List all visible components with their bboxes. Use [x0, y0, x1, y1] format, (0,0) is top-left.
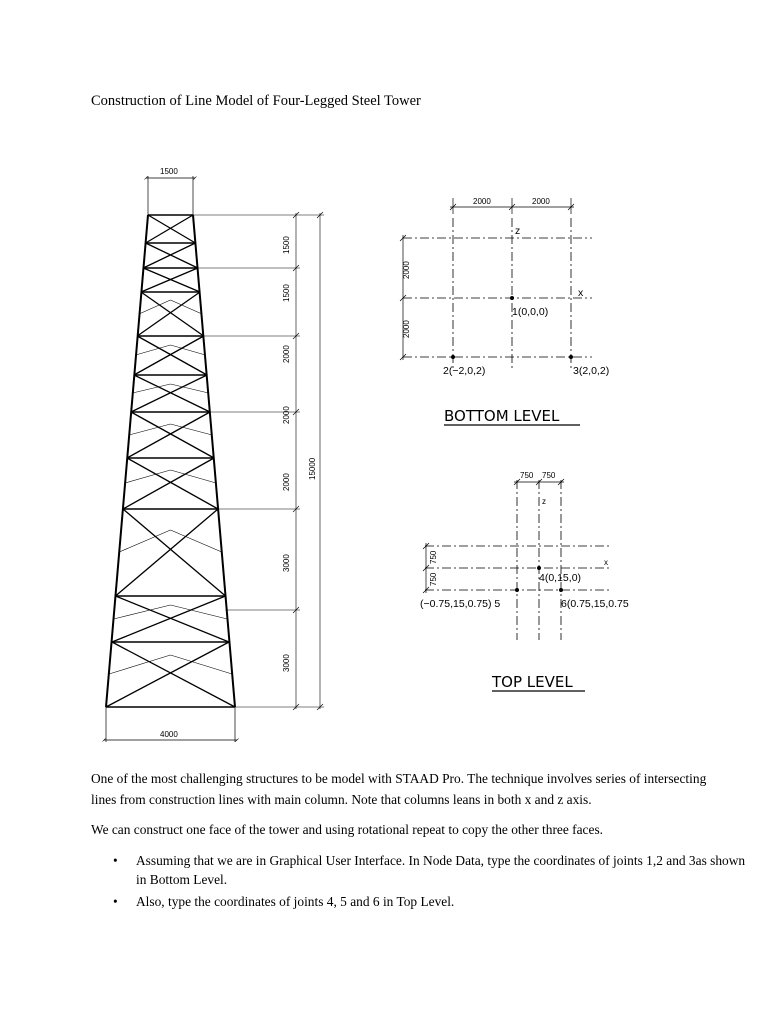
instruction-list: [91, 851, 756, 914]
top-level-heading: TOP LEVEL: [492, 673, 573, 691]
bottom-level-heading: BOTTOM LEVEL: [444, 407, 560, 425]
joint-1-label: 1(0,0,0): [512, 306, 549, 318]
bottom-axis-z: z: [515, 225, 521, 237]
method-paragraph: We can construct one face of the tower and using rotational repeat to copy the other three faces.: [91, 822, 604, 837]
bottom-dim-z-1: 2000: [402, 261, 411, 279]
bottom-dim-z-2: 2000: [402, 320, 411, 338]
tower-bottom-width-label: 4000: [160, 730, 178, 739]
instruction-item: • Also, type the coordinates of joints 4, 5 and 6 in Top Level.: [136, 892, 756, 911]
tower-right-leg: [193, 215, 235, 707]
bottom-axis-x: x: [578, 287, 584, 299]
tower-horizontals: [106, 215, 235, 707]
top-dim-z-1: 750: [429, 550, 438, 564]
instruction-item: • Assuming that we are in Graphical User Interface. In Node Data, type the coordinates of joints 1,2 and 3as shown in Bottom Level.: [136, 851, 756, 889]
panel-height-2: 1500: [282, 284, 291, 302]
top-axis-z: z: [542, 497, 546, 506]
panel-height-3: 2000: [282, 345, 291, 363]
bottom-dim-x-1: 2000: [473, 197, 491, 206]
panel-height-5: 2000: [282, 473, 291, 491]
tower-top-dimension: [146, 176, 195, 215]
joint-3-label: 3(2,0,2): [573, 365, 610, 377]
panel-height-7: 3000: [282, 654, 291, 672]
tower-left-leg: [106, 215, 148, 707]
intro-paragraph: One of the most challenging structures to be model with STAAD Pro. The technique involves series of intersecting lines from construction lines with main column. Note that columns leans in both x and z axis.: [91, 771, 707, 807]
tower-top-width-label: 1500: [160, 167, 178, 176]
bottom-dim-x-2: 2000: [532, 197, 550, 206]
panel-height-6: 3000: [282, 554, 291, 572]
joint-5-label: (−0.75,15,0.75) 5: [420, 598, 501, 610]
tower-elevation: [106, 215, 235, 707]
joint-4-label: 4(0,15,0): [539, 572, 582, 584]
top-axis-x: x: [604, 558, 608, 567]
joint-2-label: 2(−2,0,2): [443, 365, 486, 377]
panel-height-4: 2000: [282, 406, 291, 424]
top-dim-x-1: 750: [520, 471, 534, 480]
joint-6-label: 6(0.75,15,0.75: [561, 598, 629, 610]
tower-x-bracing: [106, 215, 235, 707]
top-dim-x-2: 750: [542, 471, 556, 480]
top-level-plan: [423, 479, 610, 640]
bottom-level-plan: [400, 198, 592, 368]
total-height-label: 15000: [308, 457, 317, 480]
top-dim-z-2: 750: [429, 572, 438, 586]
panel-height-1: 1500: [282, 236, 291, 254]
document-title: Construction of Line Model of Four-Legged Steel Tower: [91, 93, 421, 109]
